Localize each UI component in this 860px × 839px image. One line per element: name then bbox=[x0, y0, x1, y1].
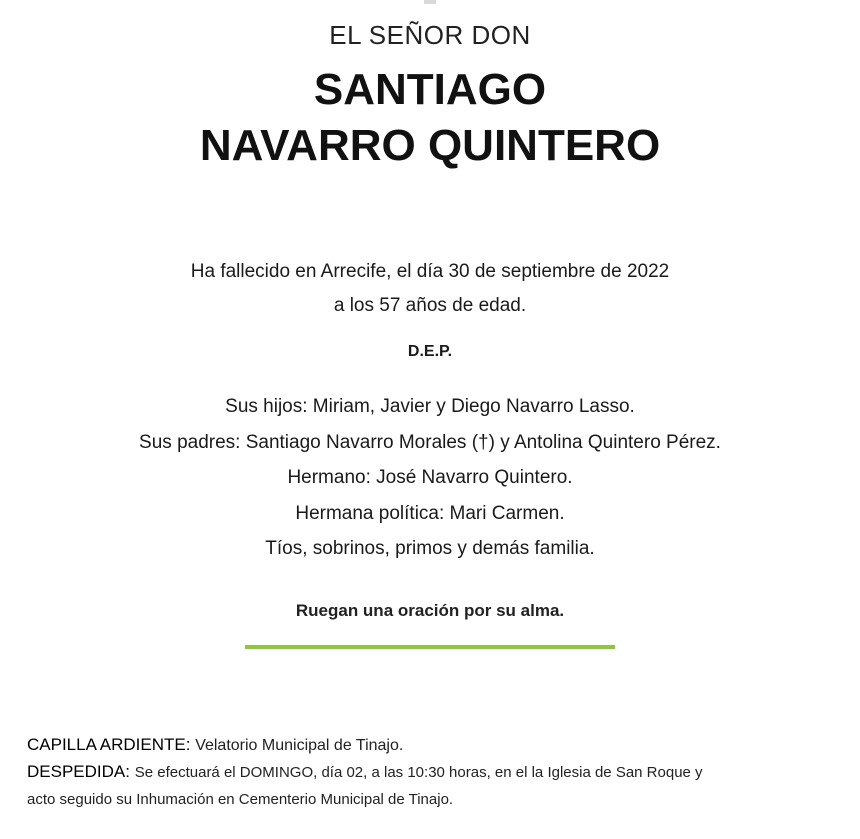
obituary-header bbox=[0, 18, 860, 174]
death-place-date: Ha fallecido en Arrecife, el día 30 de septiembre de 2022 bbox=[190, 261, 670, 282]
despedida-continuation: acto seguido su Inhumación en Cementerio Municipal de Tinajo. bbox=[27, 791, 454, 808]
prayer-request: Ruegan una oración por su alma. bbox=[295, 600, 565, 620]
funeral-details bbox=[27, 732, 847, 814]
family-line-brother: Hermano: José Navarro Quintero. bbox=[287, 467, 573, 488]
capilla-ardiente-label: CAPILLA ARDIENTE: bbox=[27, 735, 191, 754]
capilla-ardiente-value: Velatorio Municipal de Tinajo. bbox=[195, 737, 404, 754]
death-age: a los 57 años de edad. bbox=[333, 295, 527, 316]
dep-text: D.E.P. bbox=[407, 343, 453, 360]
family-line-parents: Sus padres: Santiago Navarro Morales (†) y Antolina Quintero Pérez. bbox=[139, 431, 721, 453]
green-divider bbox=[245, 645, 615, 649]
family-list bbox=[0, 389, 860, 567]
despedida-row bbox=[27, 759, 847, 786]
capilla-ardiente-row bbox=[27, 732, 847, 759]
despedida-value: Se efectuará el DOMINGO, día 02, a las 10:30 horas, en el la Iglesia de San Roque y bbox=[134, 764, 703, 781]
obituary-body bbox=[0, 255, 860, 623]
top-edge-mark bbox=[424, 0, 436, 4]
family-line-children: Sus hijos: Miriam, Javier y Diego Navarro Lasso. bbox=[225, 396, 635, 417]
despedida-label: DESPEDIDA: bbox=[27, 762, 130, 781]
family-line-relatives: Tíos, sobrinos, primos y demás familia. bbox=[265, 538, 595, 559]
family-line-sister-in-law: Hermana política: Mari Carmen. bbox=[295, 502, 565, 524]
honorific: EL SEÑOR DON bbox=[329, 20, 531, 50]
deceased-surnames: NAVARRO QUINTERO bbox=[199, 121, 661, 170]
deceased-first-name: SANTIAGO bbox=[313, 65, 547, 114]
